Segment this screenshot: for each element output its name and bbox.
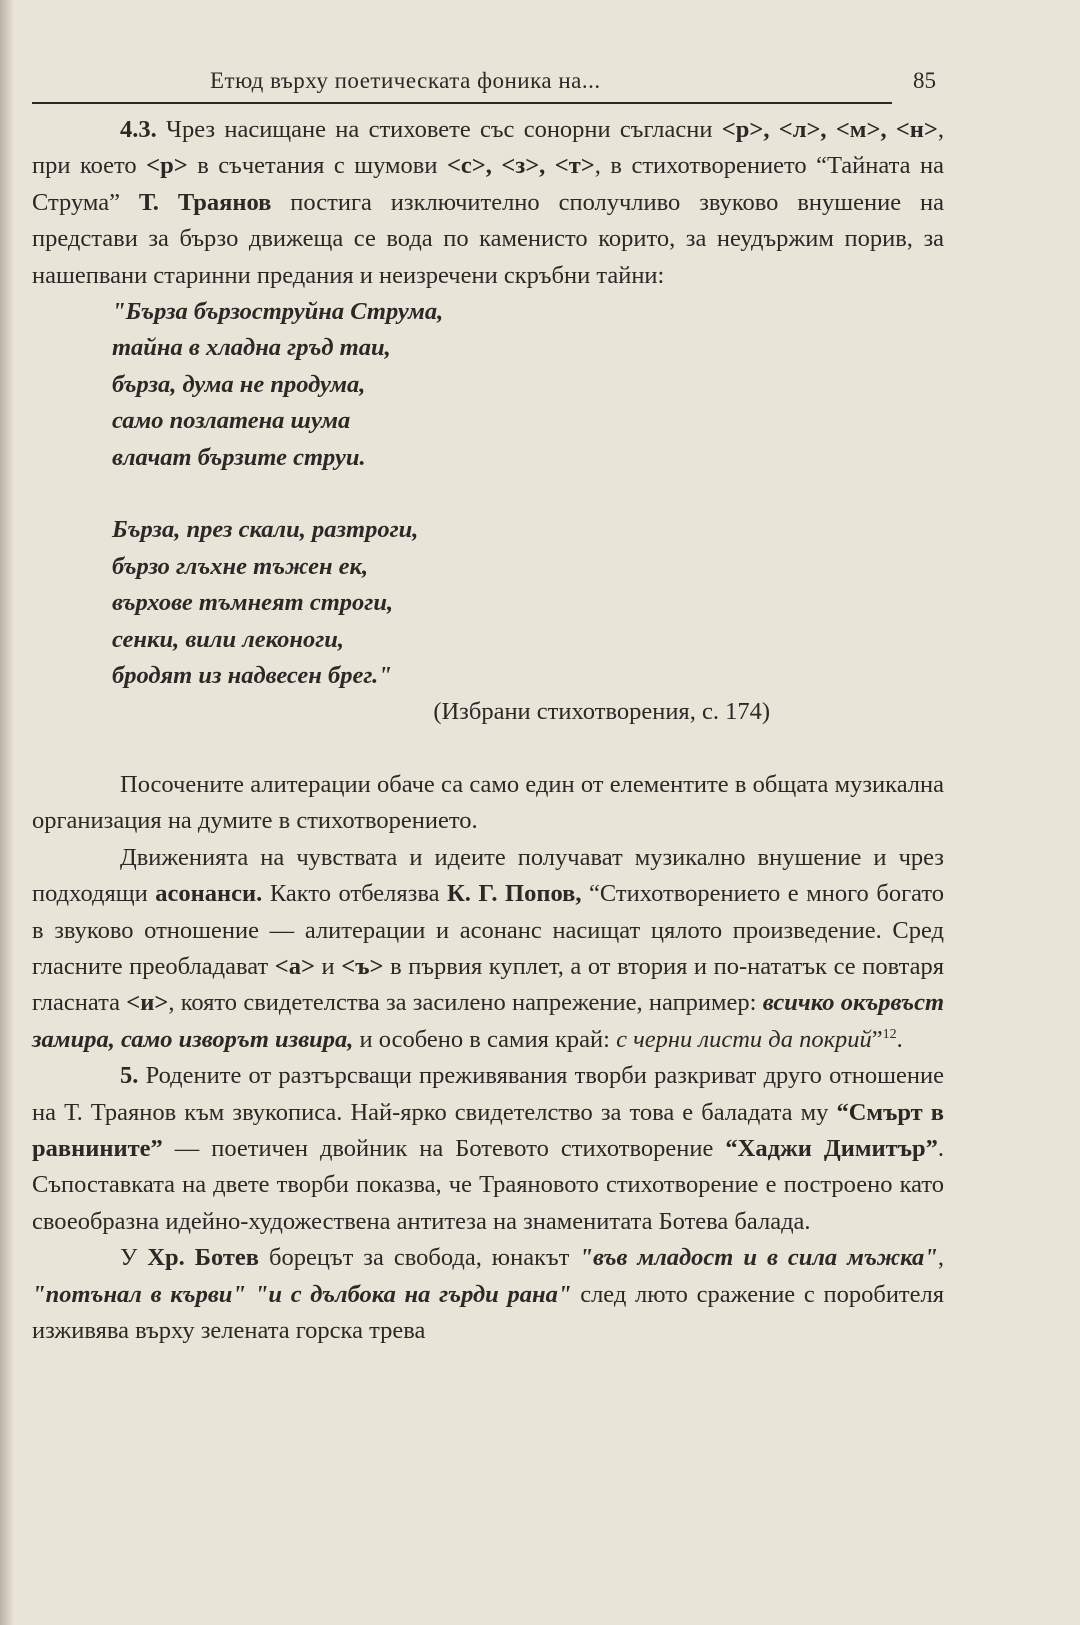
text-run: , — [539, 152, 555, 180]
text-run: . — [896, 1025, 903, 1053]
section-number: 5. — [120, 1062, 139, 1090]
phoneme: <а> — [274, 952, 315, 980]
footnote-ref: 12 — [882, 1026, 897, 1042]
text-run: , — [485, 152, 502, 180]
text-run: , — [820, 116, 836, 143]
text-run: “Стихотворението е много богато в звуково отношение — алитерации и асонанс насищат цялото произведение. Сред гласните преобладават — [32, 880, 945, 980]
text-run: Както отбелязва — [262, 880, 448, 908]
paragraph-alliteration: Посочените алитерации обаче са само един от елементите в общата музикална организация на думите в стихотворението. — [32, 770, 944, 835]
text-run — [246, 1281, 255, 1308]
phoneme: <л> — [778, 116, 821, 143]
text-run: Движенията на чувствата и идеите получават музикално внушение и чрез подходящи — [32, 843, 944, 908]
text-run: , — [763, 116, 779, 143]
paragraph-botev — [32, 1240, 944, 1349]
term: асонанси. — [155, 880, 263, 908]
phoneme: <з> — [501, 152, 540, 180]
text-run: , която свидетелства за засилено напрежение, например: — [168, 989, 763, 1017]
text-run: , — [880, 116, 896, 143]
poem — [112, 294, 944, 694]
ballad-title: “Смърт в равнините” — [32, 1098, 945, 1162]
phoneme: <н> — [895, 116, 938, 143]
phoneme: <и> — [126, 989, 169, 1017]
page-body — [32, 112, 944, 1349]
text-run: , в стихотворението “Тайната на Струма” — [32, 152, 945, 216]
text-run: , при което — [32, 116, 945, 180]
author-name: Хр. Ботев — [147, 1244, 260, 1272]
paragraph-section-5 — [32, 1058, 944, 1240]
poem-line: бърза, дума не продума, — [112, 370, 366, 398]
poem-line: само позлатена шума — [112, 407, 351, 435]
header-title: Етюд върху поетическата фоника на... — [210, 68, 601, 93]
poem-line: "Бърза бързоструйна Струма, — [112, 298, 444, 326]
text-run: и особено в самия край: — [353, 1025, 617, 1053]
poem-line: влачат бързите струи. — [112, 443, 366, 471]
example-quote: "и с дълбока на гърди рана" — [254, 1280, 572, 1308]
text-run: в съчетания с шумови — [187, 152, 447, 180]
ballad-title: “Хаджи Димитър” — [725, 1134, 938, 1162]
poem-line: върхове тъмнеят строги, — [112, 589, 394, 617]
scholar-name: К. Г. Попов, — [447, 880, 582, 908]
poem-line: бродят из надвесен брег." — [112, 662, 392, 690]
poem-line: бързо глъхне тъжен ек, — [112, 552, 369, 580]
poem-line: тайна в хладна гръд таи, — [112, 334, 391, 362]
text-run: — поетичен двойник на Ботевото стихотворение — [162, 1134, 726, 1162]
text-run: ” — [871, 1025, 883, 1053]
text-run: и — [314, 952, 342, 980]
text-run: Чрез насищане на стиховете със сонорни съгласни — [156, 116, 722, 143]
example-quote: "потънал в кърви" — [32, 1280, 247, 1308]
text-run: . Съпоставката на двете творби показва, че Траяновото стихотворение е построено като своеобразна идейно-художествена антитеза на знаменитата Ботева балада. — [32, 1134, 944, 1235]
example-quote: всичко окървъст замира, само изворът извира, — [32, 989, 944, 1053]
stanza-break — [112, 476, 944, 512]
phoneme: <м> — [835, 116, 881, 143]
paragraph-gap — [32, 731, 944, 767]
paragraph-assonance — [32, 840, 944, 1058]
author-name: Т. Траянов — [138, 188, 272, 216]
text-run: постига изключително сполучливо звуково внушение на представи за бързо движеща се вода по каменисто корито, за неудържим порив, за нашепвани старинни предания и неизречени скръбни тайни: — [32, 188, 945, 289]
example-quote: с черни листи да покрий — [616, 1025, 872, 1053]
text-run: в първия куплет, а от втория и по-нататък се повтаря гласната — [32, 952, 944, 1017]
paragraph-section-4-3 — [32, 112, 944, 294]
example-quote: "във младост и в сила мъжка" — [579, 1244, 938, 1272]
text-run: след люто сражение с поробителя изживява върху зелената горска трева — [32, 1280, 945, 1344]
book-spine-shadow — [0, 0, 14, 1625]
page-number: 85 — [913, 68, 936, 93]
section-number: 4.3. — [120, 116, 157, 143]
text-run: У — [120, 1244, 148, 1272]
text-run: борецът за свобода, юнакът — [259, 1244, 580, 1272]
phoneme: <с> — [446, 152, 486, 180]
text-run: , — [937, 1244, 944, 1272]
phoneme: <т> — [554, 152, 595, 180]
poem-line: Бърза, през скали, разтроги, — [112, 516, 419, 544]
phoneme: <р> — [146, 152, 188, 180]
phoneme: <ъ> — [341, 952, 384, 980]
poem-citation: (Избрани стихотворения, с. 174) — [433, 698, 770, 726]
text-run: Родените от разтърсващи преживявания творби разкриват друго отношение на Т. Траянов към звукописа. Най-ярко свидетелство за това е баладата му — [32, 1062, 944, 1126]
poem-line: сенки, вили леконоги, — [112, 625, 345, 653]
running-header — [32, 62, 936, 104]
phoneme: <р> — [721, 116, 764, 143]
